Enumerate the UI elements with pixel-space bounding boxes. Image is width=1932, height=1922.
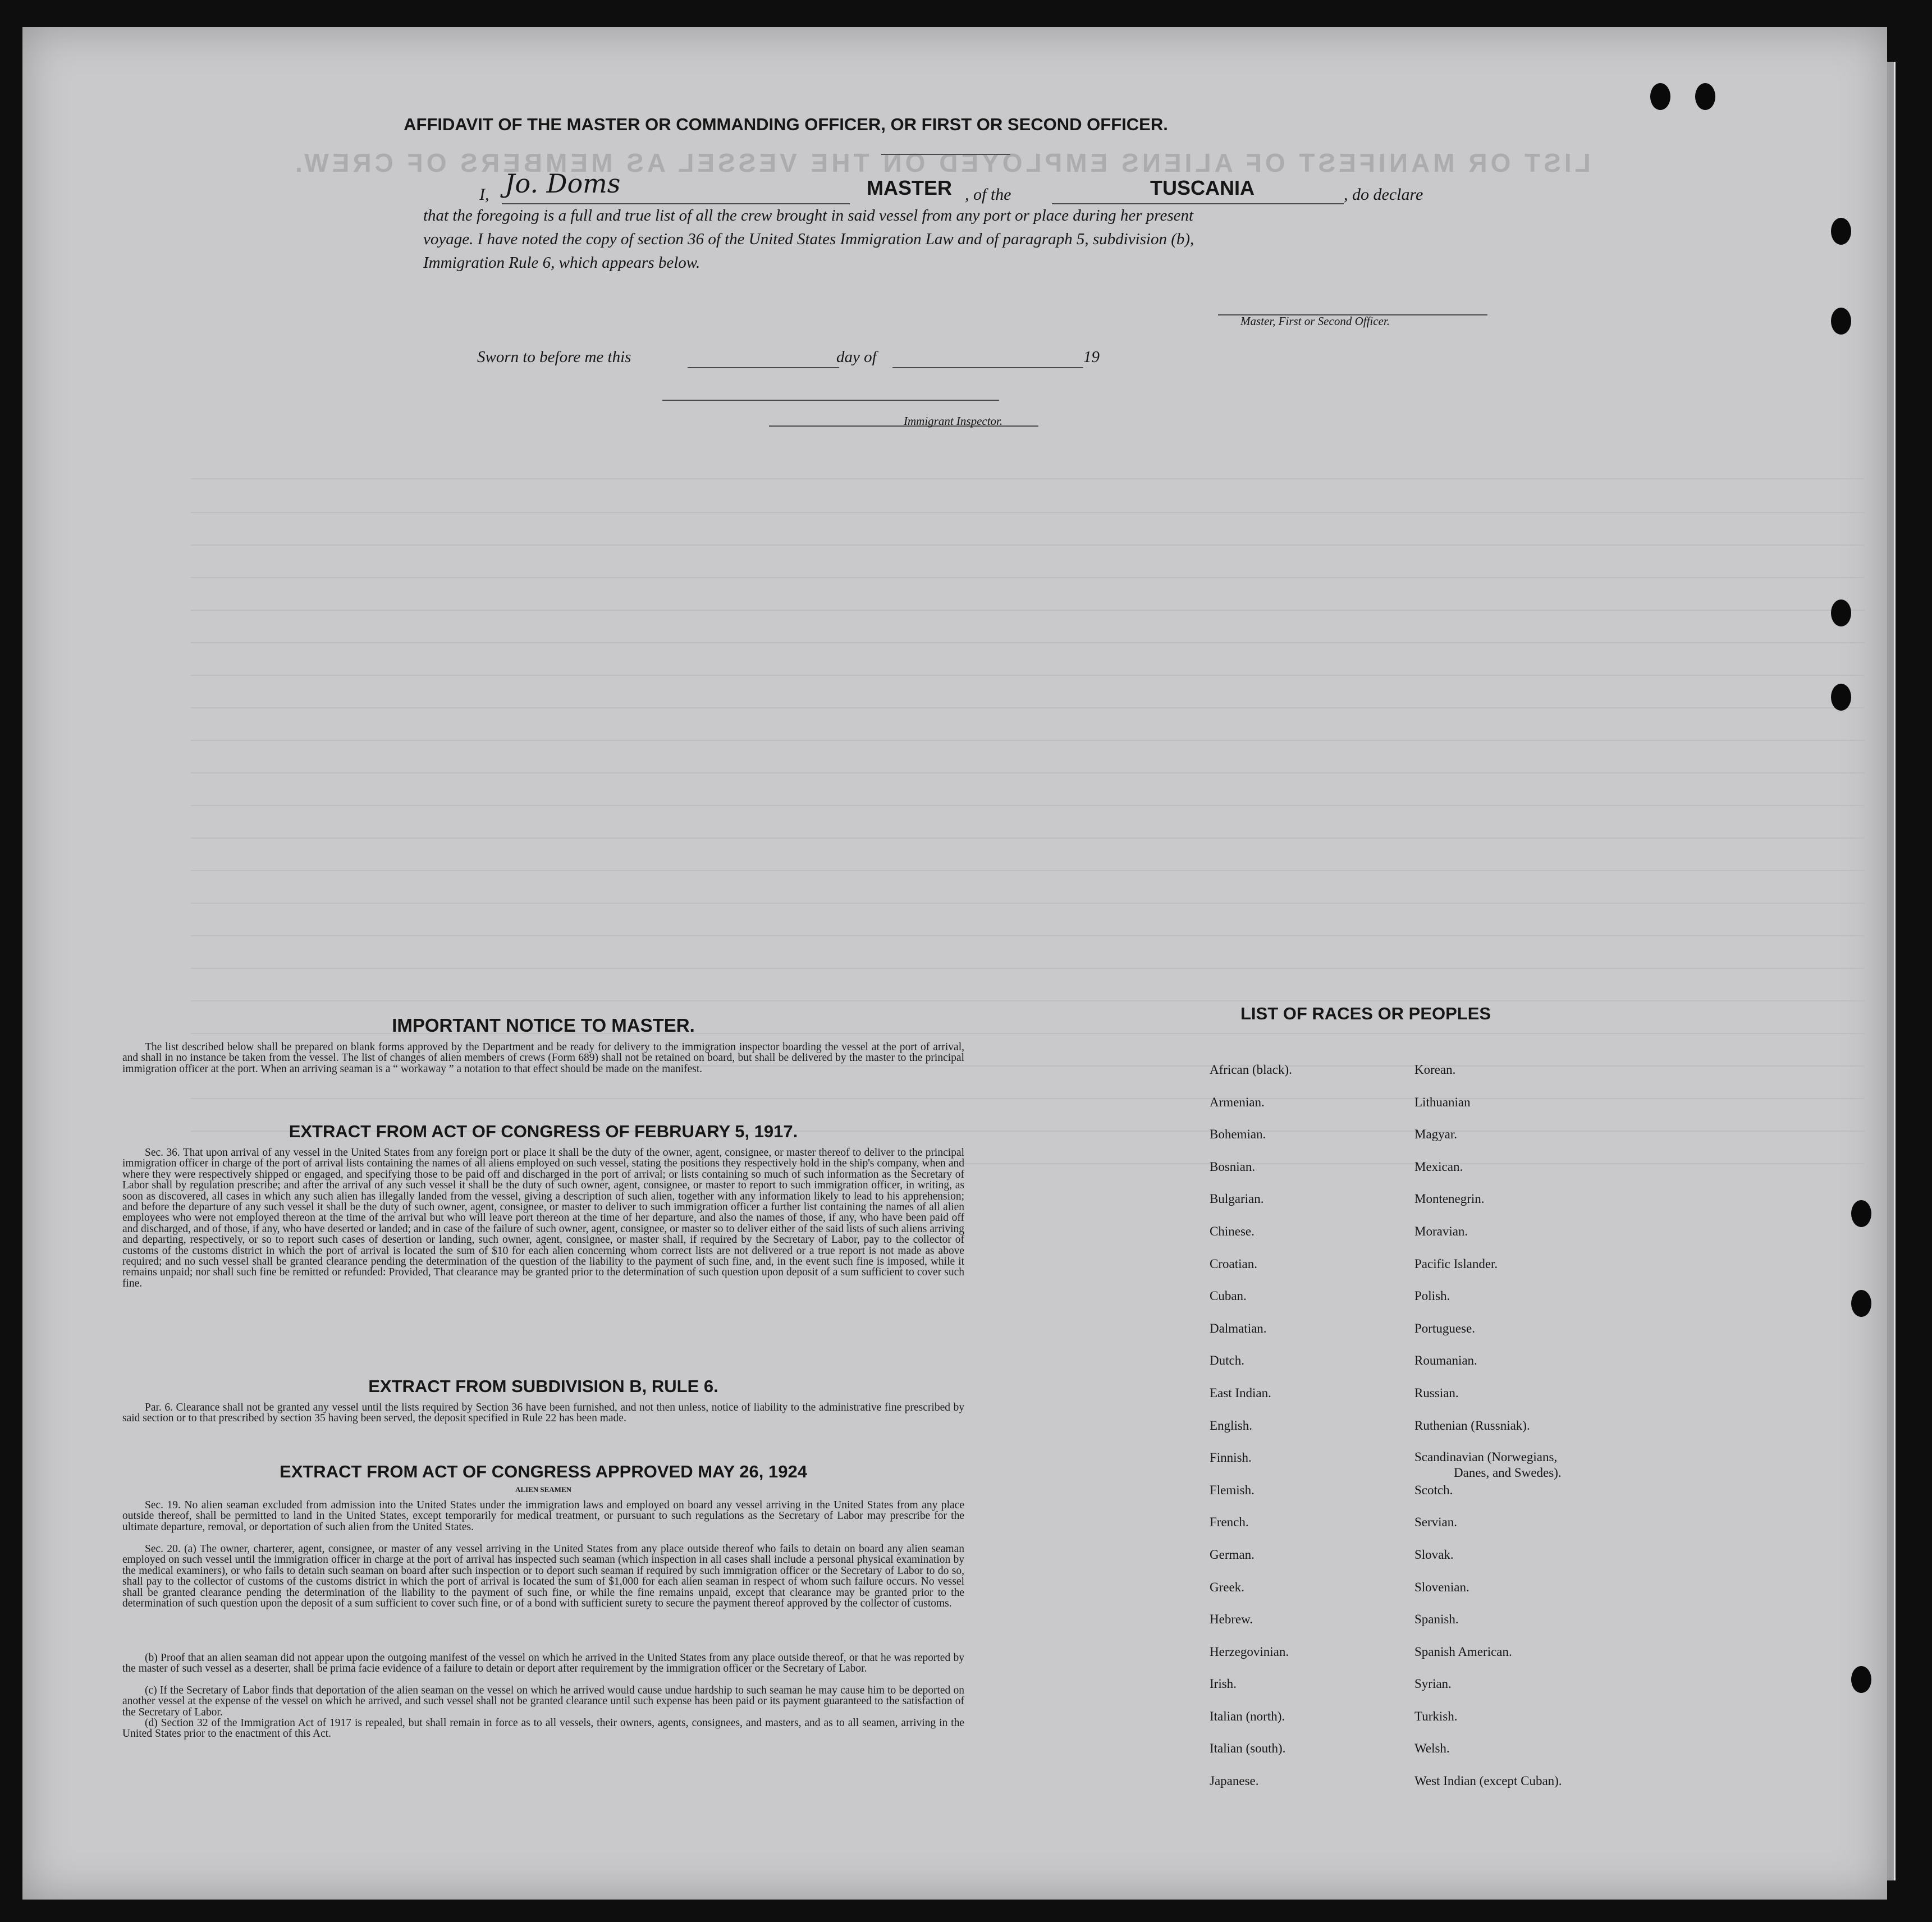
punch-hole xyxy=(1851,1666,1871,1693)
race-item: Moravian. xyxy=(1414,1224,1468,1238)
race-item: English. xyxy=(1210,1418,1253,1433)
race-item: Dalmatian. xyxy=(1210,1321,1267,1335)
race-item: Hebrew. xyxy=(1210,1612,1253,1627)
races-left-column xyxy=(1210,1061,1412,1805)
punch-hole xyxy=(1695,83,1715,110)
officer-caption: Master, First or Second Officer. xyxy=(1240,314,1390,328)
declaration-statement-1: that the foregoing is a full and true list of all the crew brought in said vessel from any port or place during her present xyxy=(423,207,1194,225)
race-item: Scotch. xyxy=(1414,1482,1453,1497)
punch-hole xyxy=(1650,83,1670,110)
race-item: Armenian. xyxy=(1210,1095,1265,1109)
extract-1924-sec20c: (c) If the Secretary of Labor finds that deportation of the alien seaman on the vessel on which he arrived would cause undue hardship to such seaman he may cause him to be deported on another vessel at the expense of the vessel on which he arrived, and such vessel shall not be granted clearance until such expense has been paid or its payment guaranteed to the satisfaction of the Secretary of Labor. xyxy=(122,1685,964,1718)
year-prefix: 19 xyxy=(1083,348,1100,366)
races-title: LIST OF RACES OR PEOPLES xyxy=(1240,1004,1491,1023)
extract-1924-sec20b: (b) Proof that an alien seaman did not appear upon the outgoing manifest of the vessel on which he arrived in the United States from any place outside thereof, or that he was reported by the master of such vessel as a deserter, shall be prima facie evidence of a failure to detain or deport after requirement by the immigration officer or the Secretary of Labor. xyxy=(122,1652,964,1675)
race-item: Croatian. xyxy=(1210,1256,1257,1271)
extract-1924-subtitle: ALIEN SEAMEN xyxy=(515,1485,572,1494)
race-item: African (black). xyxy=(1210,1063,1292,1077)
sworn-day-line xyxy=(688,367,839,368)
race-item-line-1: Scandinavian (Norwegians, xyxy=(1414,1450,1558,1465)
extract-1917-title: EXTRACT FROM ACT OF CONGRESS OF FEBRUARY 5, 1917. xyxy=(289,1122,798,1141)
race-item: Montenegrin. xyxy=(1414,1192,1485,1206)
punch-hole xyxy=(1831,218,1851,245)
extract-1924-sec20a: Sec. 20. (a) The owner, charterer, agent, consignee, or master of any vessel arriving in the United States from any place outside thereof who fails to detain on board any alien seaman employed on such vessel until the immigration officer in charge at the port of arrival has inspected such seaman (which inspection in all cases shall include a personal physical examination by the medical examiners), or who fails to detain such seaman on board after such inspection or to deport such seaman if required by such immigration officer or the Secretary of Labor to do so, shall pay to the collector of customs of the customs district in which the port of arrival is located the sum of $1,000 for each alien seaman in respect of whom such failure occurs. No vessel shall be granted clearance pending the determination of the liability to the payment of such fine, or while the fine remains unpaid, except that clearance may be granted prior to the determination of such question upon the deposit of a sum sufficient to cover such fine, or of a bond with sufficient surety to secure the payment thereof approved by the collector of customs. xyxy=(122,1543,964,1610)
notice-body: The list described below shall be prepared on blank forms approved by the Department and be ready for delivery to the immigration inspector boarding the vessel at the port of arrival, and shall in no instance be taken from the vessel. The list of changes of alien members of crews (Form 689) shall not be retained on board, but shall be delivered by the master to the principal immigration officer at the port. When an arriving seaman is a “ workaway ” a notation to that effect should be made on the manifest. xyxy=(122,1041,964,1075)
inspector-signature-line xyxy=(662,400,999,401)
race-item: Finnish. xyxy=(1210,1450,1252,1465)
race-item: Cuban. xyxy=(1210,1289,1247,1303)
punch-hole xyxy=(1831,684,1851,711)
punch-hole xyxy=(1831,600,1851,626)
race-item: Greek. xyxy=(1210,1580,1244,1594)
sworn-month-line xyxy=(892,367,1083,368)
inspector-caption: Immigrant Inspector. xyxy=(904,414,1003,428)
race-item: West Indian (except Cuban). xyxy=(1414,1774,1562,1788)
bleed-through-layer: LIST OR MANIFEST OF ALIENS EMPLOYED ON THE VESSEL AS MEMBERS OF CREW. xyxy=(22,27,1887,1900)
race-item: Russian. xyxy=(1414,1385,1459,1400)
race-item: Bohemian. xyxy=(1210,1127,1266,1142)
race-item: East Indian. xyxy=(1210,1385,1271,1400)
declaration-statement-3: Immigration Rule 6, which appears below. xyxy=(423,254,701,272)
race-item: Bulgarian. xyxy=(1210,1192,1264,1206)
extract-1924-sec19: Sec. 19. No alien seaman excluded from admission into the United States under the immigration laws and employed on board any vessel arriving in the United States from any place outside thereof, shall be permitted to land in the United States, except temporarily for medical treatment, or pursuant to such regulations as the Secretary of Labor may prescribe for the ultimate departure, removal, or deportation of such alien from the United States. xyxy=(122,1499,964,1533)
race-item xyxy=(1414,1449,1650,1482)
race-item: Magyar. xyxy=(1414,1127,1458,1142)
sworn-label: Sworn to before me this xyxy=(477,348,631,366)
race-item: Chinese. xyxy=(1210,1224,1255,1238)
subdivision-b-body: Par. 6. Clearance shall not be granted any vessel until the lists required by Section 36 have been furnished, and not then unless, notice of liability to the administrative fine prescribed by said section or to that prescribed by section 35 having been served, the deposit specified in Rule 22 has been made. xyxy=(122,1402,964,1425)
extract-1924-title: EXTRACT FROM ACT OF CONGRESS APPROVED MAY 26, 1924 xyxy=(280,1462,807,1481)
signature-line xyxy=(502,203,850,204)
heading-rule xyxy=(881,154,1010,155)
extract-1924-sec20d: (d) Section 32 of the Immigration Act of 1917 is repealed, but shall remain in force as to all vessels, their owners, agents, consignees, and masters, and as to all seamen, arriving in the United States prior to the enactment of this Act. xyxy=(122,1717,964,1740)
extract-1917-body: Sec. 36. That upon arrival of any vessel in the United States from any foreign port or place it shall be the duty of the owner, agent, consignee, or master thereof to deliver to the principal immigration officer in charge of the port of arrival lists containing the names of all aliens employed on such vessel, stating the positions they respectively hold in the ship's company, when and where they were respectively shipped or engaged, and specifying those to be paid off and discharged in the port of arrival; or lists containing so much of such information as the Secretary of Labor shall by regulation prescribe; and after the arrival of any such vessel it shall be the duty of such owner, agent, consignee, or master to report to such immigration officer, in writing, as soon as discovered, all cases in which any such alien has illegally landed from the vessel, giving a description of such alien, together with any information likely to lead to his apprehension; and before the departure of any such vessel it shall be the duty of such owner, agent, consignee, or master to deliver to such immigration officer a further list containing the names of all alien employees who were not employed thereon at the time of the arrival but who will leave port thereon at the time of her departure, and also the names of those, if any, who have been paid off and discharged, and of those, if any, who have deserted or landed; and in case of the failure of such owner, agent, consignee, or master so to deliver either of the said lists of such aliens arriving and departing, respectively, or so to report such cases of desertion or landing, such owner, agent, consignee, or master shall, if required by the Secretary of Labor, pay to the collector of customs of the customs district in which the port of arrival is located the sum of $10 for each alien concerning whom correct lists are not delivered or a true report is not made as above required; and no such vessel shall be granted clearance pending the determination of the question of the liability to the payment of such fine, and, in the event such fine is imposed, while it remains unpaid; nor shall such fine be remitted or refunded: Provided, That clearance may be granted prior to the determination of such question upon deposit of a sum sufficient to cover such fine. xyxy=(122,1147,964,1289)
race-item: Flemish. xyxy=(1210,1482,1255,1497)
affidavit-heading: AFFIDAVIT OF THE MASTER OR COMMANDING OFFICER, OR FIRST OR SECOND OFFICER. xyxy=(404,115,1168,134)
of-the-label: , of the xyxy=(965,185,1011,204)
race-item: Servian. xyxy=(1414,1515,1458,1530)
race-item: Turkish. xyxy=(1414,1709,1458,1723)
punch-hole xyxy=(1831,308,1851,335)
document-page xyxy=(22,27,1887,1900)
master-signature: Jo. Doms xyxy=(505,168,621,199)
race-item: Italian (south). xyxy=(1210,1741,1286,1756)
declaration-statement-2: voyage. I have noted the copy of section 36 of the United States Immigration Law and of paragraph 5, subdivision (b), xyxy=(423,230,1194,248)
race-item: Mexican. xyxy=(1414,1159,1463,1174)
race-item: Roumanian. xyxy=(1414,1353,1477,1368)
race-item: Polish. xyxy=(1414,1289,1450,1303)
day-of-label: day of xyxy=(836,348,877,366)
race-item: Slovak. xyxy=(1414,1547,1454,1562)
punch-hole xyxy=(1851,1200,1871,1227)
race-item: Portuguese. xyxy=(1414,1321,1475,1335)
punch-hole xyxy=(1851,1290,1871,1317)
page-edge xyxy=(1887,62,1896,1880)
race-item-line-2: Danes, and Swedes). xyxy=(1454,1466,1562,1480)
do-declare-label: , do declare xyxy=(1344,185,1423,204)
declaration-line xyxy=(479,168,1568,208)
vessel-name: TUSCANIA xyxy=(1150,176,1255,199)
race-item: Pacific Islander. xyxy=(1414,1256,1498,1271)
subdivision-b-title: EXTRACT FROM SUBDIVISION B, RULE 6. xyxy=(368,1376,718,1396)
race-item: Japanese. xyxy=(1210,1774,1259,1788)
rank-value: MASTER xyxy=(867,176,952,199)
notice-title: IMPORTANT NOTICE TO MASTER. xyxy=(392,1015,695,1036)
race-item: French. xyxy=(1210,1515,1249,1530)
race-item: Spanish American. xyxy=(1414,1644,1512,1659)
race-item: Ruthenian (Russniak). xyxy=(1414,1418,1530,1433)
races-right-column xyxy=(1414,1061,1650,1805)
race-item: Dutch. xyxy=(1210,1353,1244,1368)
race-item: Welsh. xyxy=(1414,1741,1450,1756)
race-item: Korean. xyxy=(1414,1063,1456,1077)
race-item: Syrian. xyxy=(1414,1677,1452,1691)
race-item: Herzegovinian. xyxy=(1210,1644,1289,1659)
vessel-line xyxy=(1052,203,1344,204)
race-item: Bosnian. xyxy=(1210,1159,1256,1174)
race-item: German. xyxy=(1210,1547,1255,1562)
race-item: Slovenian. xyxy=(1414,1580,1469,1594)
race-item: Italian (north). xyxy=(1210,1709,1285,1723)
race-item: Irish. xyxy=(1210,1677,1237,1691)
race-item: Lithuanian xyxy=(1414,1095,1471,1109)
race-item: Spanish. xyxy=(1414,1612,1459,1627)
i-label: I, xyxy=(479,185,489,204)
